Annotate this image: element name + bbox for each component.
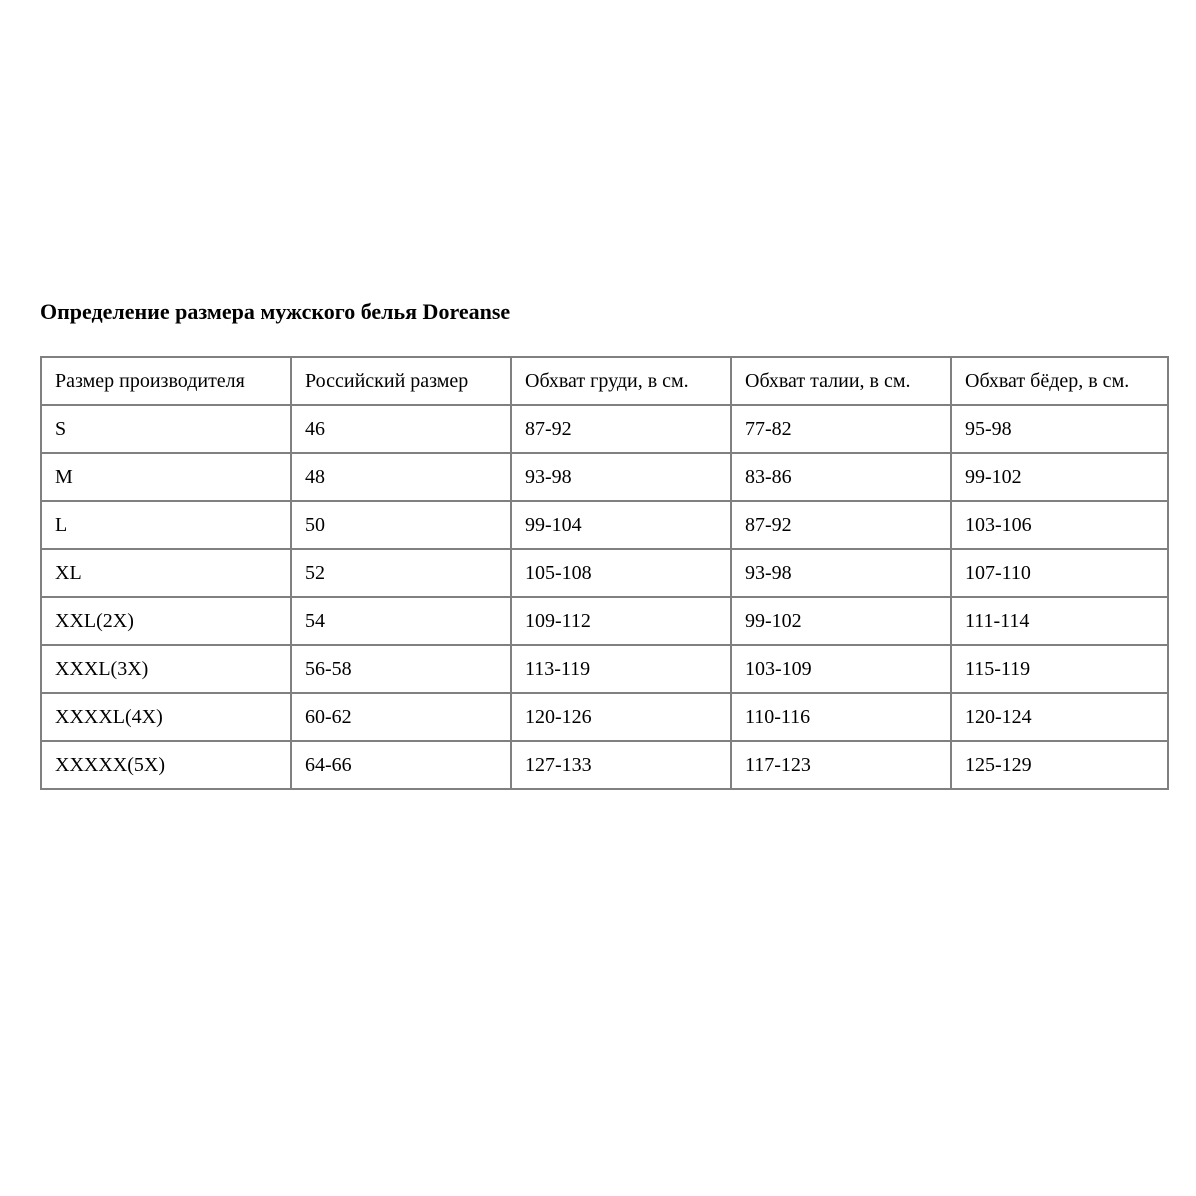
- header-cell: Российский размер: [291, 357, 511, 405]
- table-cell: 111-114: [951, 597, 1168, 645]
- table-cell: 87-92: [511, 405, 731, 453]
- table-cell: XL: [41, 549, 291, 597]
- table-cell: 48: [291, 453, 511, 501]
- table-cell: 109-112: [511, 597, 731, 645]
- table-cell: 83-86: [731, 453, 951, 501]
- table-cell: M: [41, 453, 291, 501]
- page-title: Определение размера мужского белья Doreanse: [40, 299, 511, 324]
- table-row: [41, 693, 1168, 741]
- header-cell: Обхват груди, в см.: [511, 357, 731, 405]
- table-cell: 93-98: [731, 549, 951, 597]
- table-cell: 115-119: [951, 645, 1168, 693]
- table-cell: 125-129: [951, 741, 1168, 789]
- table-cell: 117-123: [731, 741, 951, 789]
- header-cell: Обхват талии, в см.: [731, 357, 951, 405]
- table-cell: 103-106: [951, 501, 1168, 549]
- table-cell: 127-133: [511, 741, 731, 789]
- table-cell: 54: [291, 597, 511, 645]
- header-cell: Обхват бёдер, в см.: [951, 357, 1168, 405]
- table-cell: L: [41, 501, 291, 549]
- size-chart-table: [40, 356, 1169, 790]
- table-cell: 99-102: [731, 597, 951, 645]
- table-cell: 107-110: [951, 549, 1168, 597]
- table-cell: 113-119: [511, 645, 731, 693]
- table-row: [41, 645, 1168, 693]
- table-cell: 105-108: [511, 549, 731, 597]
- table-cell: 50: [291, 501, 511, 549]
- table-cell: 120-126: [511, 693, 731, 741]
- table-cell: XXXL(3X): [41, 645, 291, 693]
- header-cell: Размер производителя: [41, 357, 291, 405]
- table-cell: XXXXL(4X): [41, 693, 291, 741]
- table-cell: 64-66: [291, 741, 511, 789]
- table-cell: 93-98: [511, 453, 731, 501]
- table-row: [41, 453, 1168, 501]
- table-row: [41, 405, 1168, 453]
- table-cell: XXXXX(5X): [41, 741, 291, 789]
- table-cell: S: [41, 405, 291, 453]
- table-row: [41, 597, 1168, 645]
- table-cell: 77-82: [731, 405, 951, 453]
- table-row: [41, 549, 1168, 597]
- table-cell: 95-98: [951, 405, 1168, 453]
- table-cell: 56-58: [291, 645, 511, 693]
- table-row: [41, 501, 1168, 549]
- table-cell: 87-92: [731, 501, 951, 549]
- table-cell: 46: [291, 405, 511, 453]
- table-cell: 60-62: [291, 693, 511, 741]
- table-cell: 120-124: [951, 693, 1168, 741]
- table-cell: 103-109: [731, 645, 951, 693]
- table-cell: 110-116: [731, 693, 951, 741]
- table-cell: 99-102: [951, 453, 1168, 501]
- table-cell: XXL(2X): [41, 597, 291, 645]
- table-cell: 99-104: [511, 501, 731, 549]
- table-cell: 52: [291, 549, 511, 597]
- table-row: [41, 741, 1168, 789]
- table-header-row: [41, 357, 1168, 405]
